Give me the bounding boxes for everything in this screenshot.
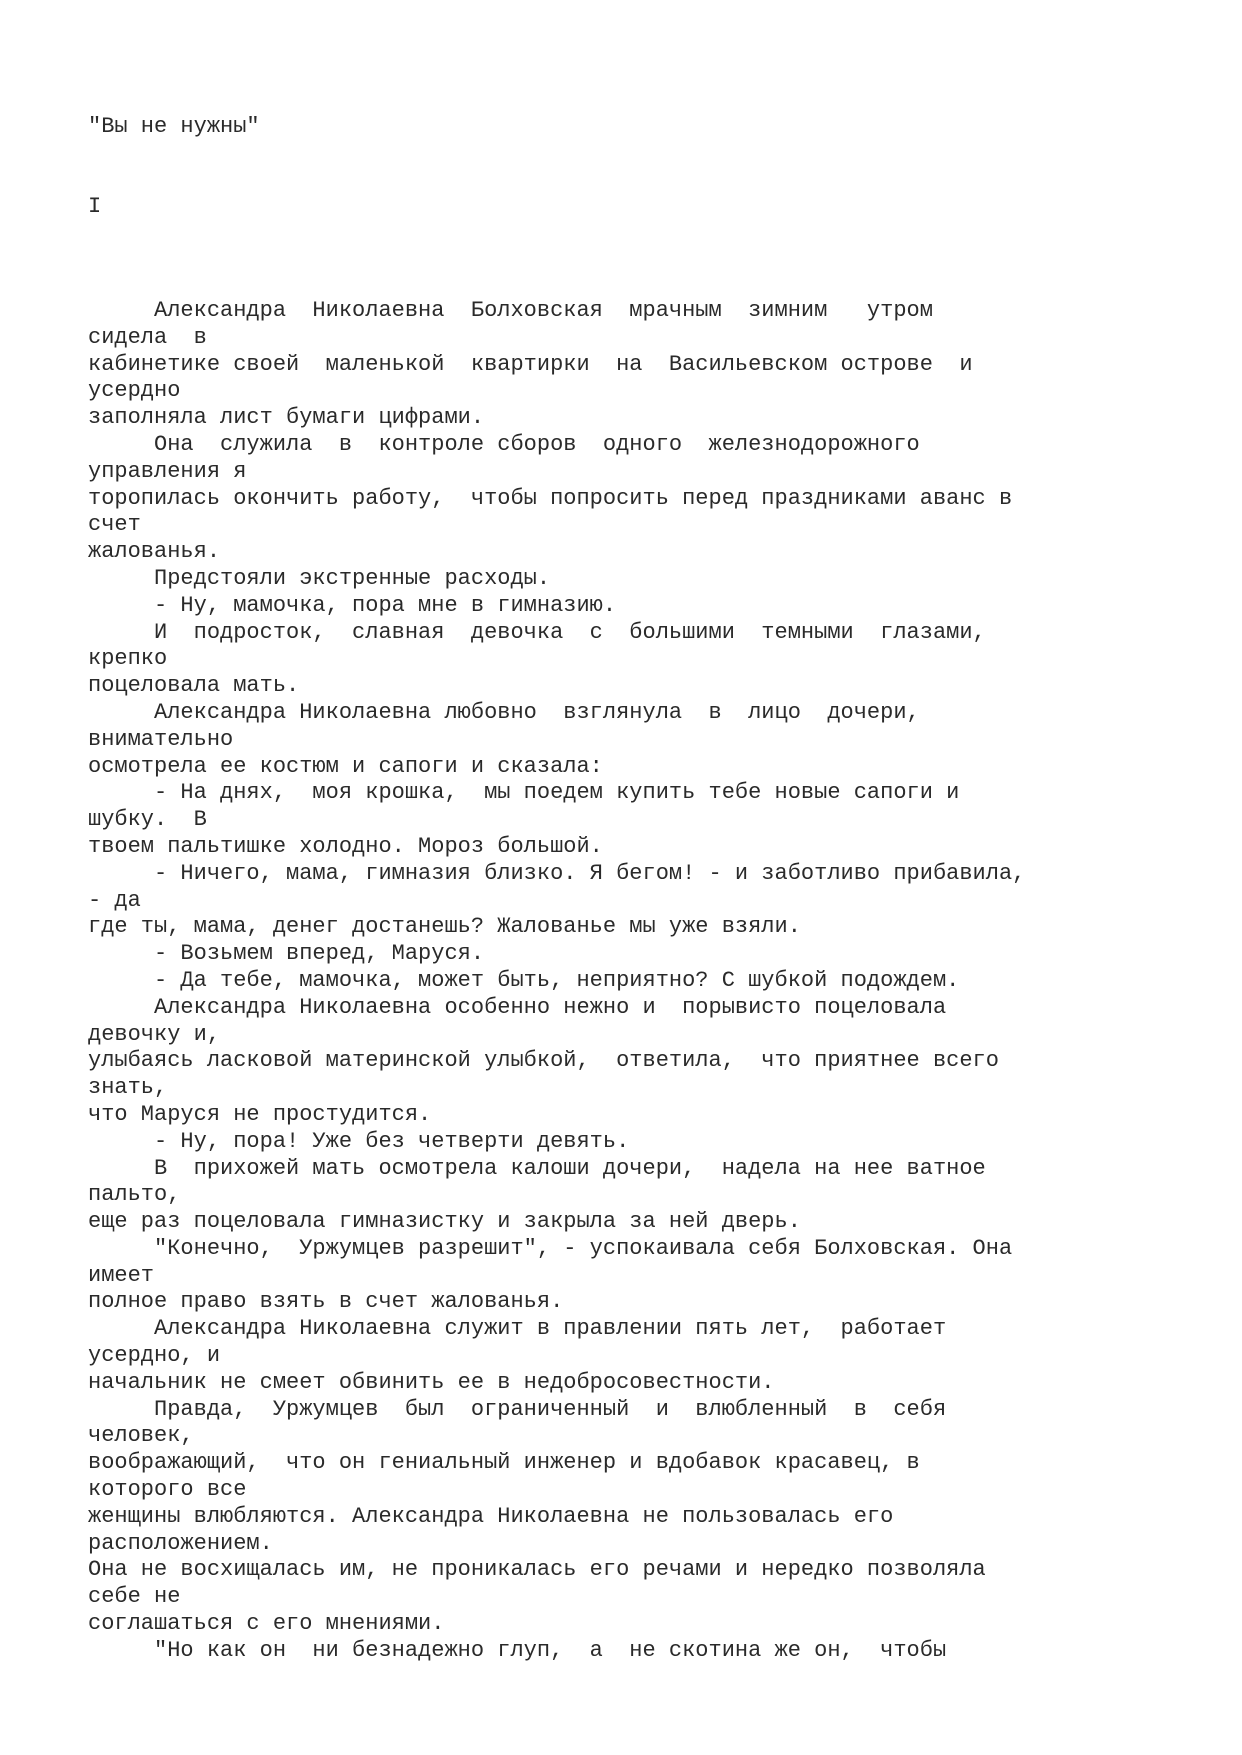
text-line: женщины влюбляются. Александра Николаевна не пользовалась его [88, 1503, 894, 1529]
text-line: сидела в [88, 324, 207, 350]
text-line: которого все [88, 1477, 247, 1503]
text-line: В прихожей мать осмотрела калоши дочери, надела на нее ватное [88, 1155, 986, 1181]
text-line: расположением. [88, 1530, 273, 1556]
text-line: знать, [88, 1075, 168, 1101]
text-line: себе не [88, 1584, 181, 1610]
text-line: "Конечно, Уржумцев разрешит", - успокаивала себя Болховская. Она [88, 1235, 1013, 1261]
text-line: "Но как он ни безнадежно глуп, а не скотина же он, чтобы [88, 1637, 947, 1663]
text-line: шубку. В [88, 807, 207, 833]
text-line: усердно [88, 378, 181, 404]
text-line: Правда, Уржумцев был ограниченный и влюбленный в себя [88, 1396, 947, 1422]
text-line: - Ну, пора! Уже без четверти девять. [88, 1128, 630, 1154]
story-body [88, 298, 1208, 1665]
text-line: полное право взять в счет жалованья. [88, 1289, 564, 1315]
text-line: Александра Николаевна служит в правлении пять лет, работает [88, 1316, 947, 1342]
text-line: что Маруся не простудится. [88, 1101, 432, 1127]
text-line: - Возьмем вперед, Маруся. [88, 941, 485, 967]
story-title: "Вы не нужны" [88, 114, 260, 139]
text-line: Александра Николаевна любовно взглянула в лицо дочери, [88, 699, 920, 725]
text-line: - На днях, моя крошка, мы поедем купить тебе новые сапоги и [88, 780, 960, 806]
text-line: - да [88, 887, 141, 913]
text-line: воображающий, что он гениальный инженер и вдобавок красавец, в [88, 1450, 920, 1476]
text-line: жалованья. [88, 539, 221, 565]
text-line: начальник не смеет обвинить ее в недобросовестности. [88, 1369, 775, 1395]
text-line: внимательно [88, 726, 234, 752]
text-line: Александра Николаевна особенно нежно и порывисто поцеловала [88, 994, 947, 1020]
text-line: соглашаться с его мнениями. [88, 1611, 445, 1637]
text-line: девочку и, [88, 1021, 221, 1047]
text-line: где ты, мама, денег достанешь? Жалованье мы уже взяли. [88, 914, 801, 940]
text-line: осмотрела ее костюм и сапоги и сказала: [88, 753, 603, 779]
text-line: человек, [88, 1423, 194, 1449]
text-line: И подросток, славная девочка с большими темными глазами, [88, 619, 986, 645]
text-line: Она служила в контроле сборов одного железнодорожного [88, 431, 920, 457]
text-line: - Да тебе, мамочка, может быть, неприятно? С шубкой подождем. [88, 967, 960, 993]
text-line: крепко [88, 646, 168, 672]
text-line: еще раз поцеловала гимназистку и закрыла за ней дверь. [88, 1209, 801, 1235]
text-line: управления я [88, 458, 247, 484]
text-line: кабинетике своей маленькой квартирки на Васильевском острове и [88, 351, 973, 377]
text-line: заполняла лист бумаги цифрами. [88, 405, 485, 431]
text-line: - Ну, мамочка, пора мне в гимназию. [88, 592, 617, 618]
text-line: торопилась окончить работу, чтобы попросить перед праздниками аванс в [88, 485, 1013, 511]
chapter-number: I [88, 194, 102, 219]
text-line: твоем пальтишке холодно. Мороз большой. [88, 833, 603, 859]
text-line: пальто, [88, 1182, 181, 1208]
text-line: улыбаясь ласковой материнской улыбкой, ответила, что приятнее всего [88, 1048, 999, 1074]
text-line: имеет [88, 1262, 155, 1288]
text-line: поцеловала мать. [88, 673, 300, 699]
text-line: счет [88, 512, 141, 538]
text-line: усердно, и [88, 1343, 221, 1369]
text-line: - Ничего, мама, гимназия близко. Я бегом! - и заботливо прибавила, [88, 860, 1026, 886]
text-line: Она не восхищалась им, не проникалась его речами и нередко позволяла [88, 1557, 986, 1583]
text-line: Александра Николаевна Болховская мрачным зимним утром [88, 298, 933, 323]
text-line: Предстояли экстренные расходы. [88, 565, 551, 591]
